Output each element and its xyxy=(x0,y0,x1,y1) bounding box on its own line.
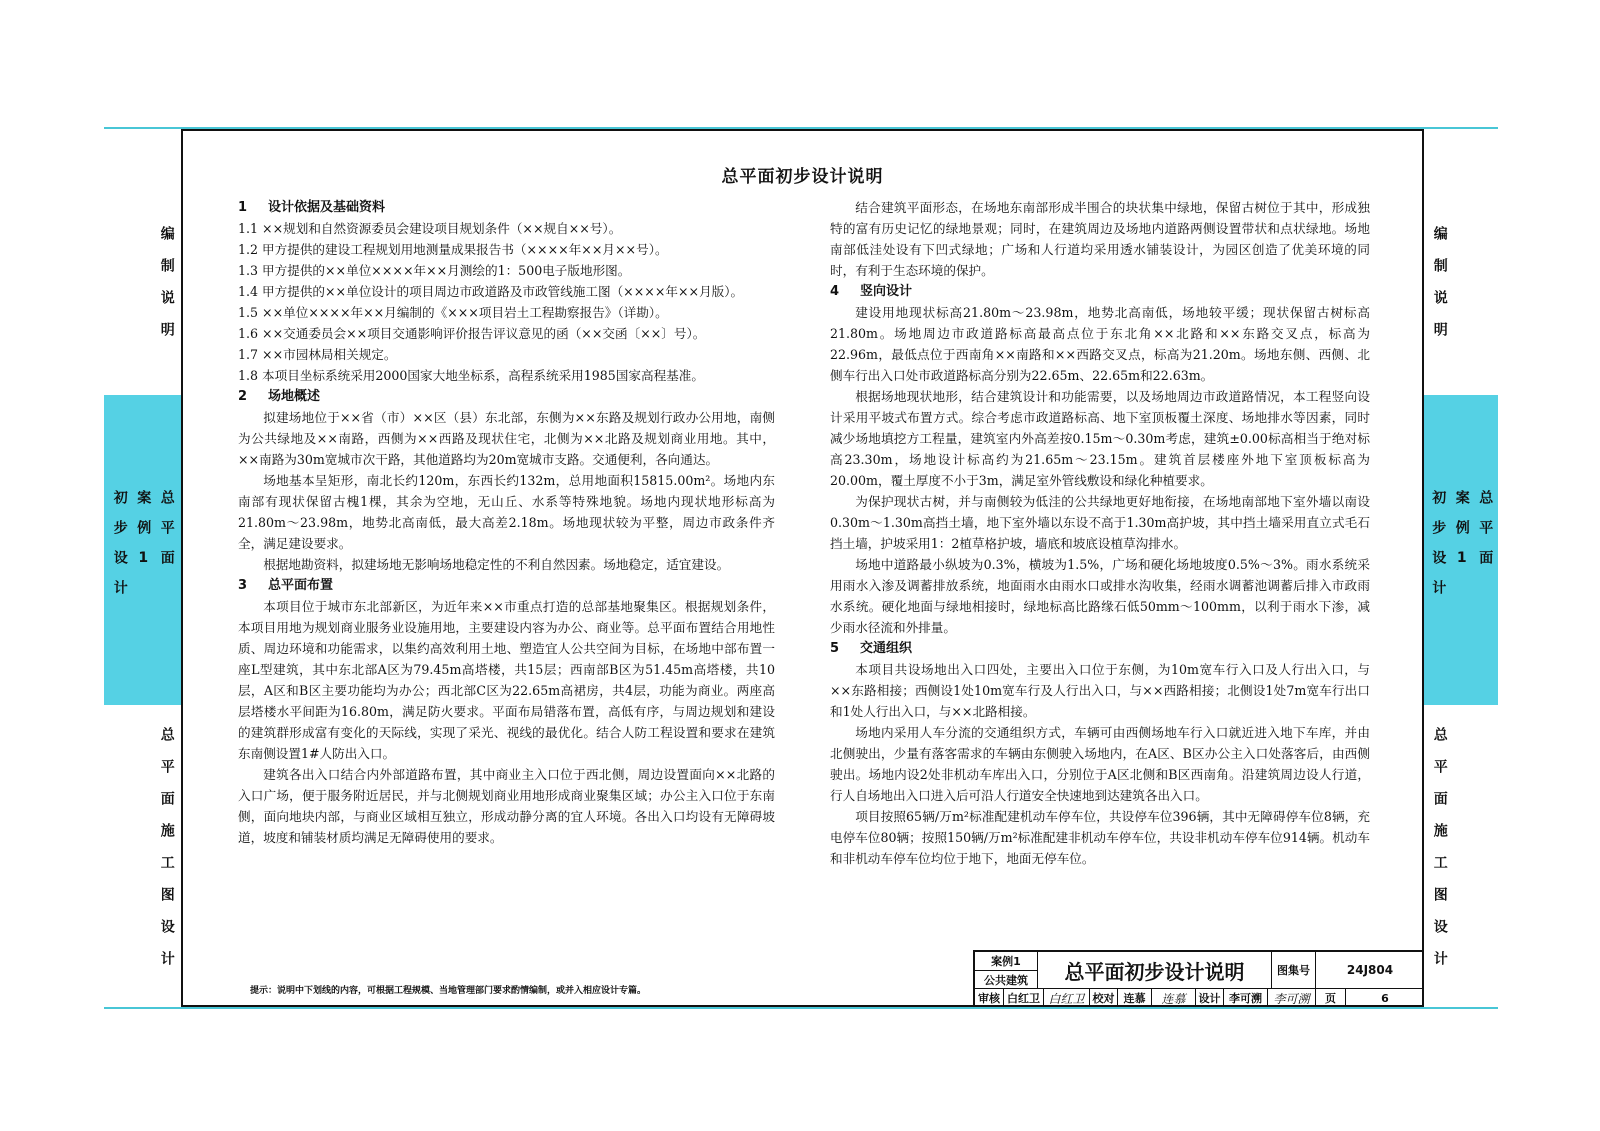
bottom-guide-line xyxy=(104,1007,1498,1009)
paragraph: 场地基本呈矩形，南北长约120m，东西长约132m，总用地面积15815.00m²。场地内东南部有现状保留古槐1棵，其余为空地，无山丘、水系等特殊地貌。场地内现状地形标高为21.80m～23.98m，地势北高南低，最大高差2.18m。场地现状较为平整，周边市政条件齐全，满足建设要求。 xyxy=(238,473,775,551)
design-name: 李可溯 xyxy=(1223,988,1267,1007)
paragraph: 为保护现状古树，并与南侧较为低洼的公共绿地更好地衔接，在场地南部地下室外墙以南设0.30m～1.30m高挡土墙，地下室外墙以东设不高于1.30m高护坡，其中挡土墙采用直立式毛石挡土墙，护坡采用1：2植草格护坡，墙底和坡底设植草沟排水。 xyxy=(830,494,1370,551)
case-label: 案例1 xyxy=(991,955,1021,968)
section-heading-text: 场地概述 xyxy=(268,389,321,404)
left-tab-active-col-b: 案例1 xyxy=(135,490,152,582)
paragraph: 项目按照65辆/万m²标准配建机动车停车位，共设停车位396辆，其中无障碍停车位8辆，充电停车位80辆；按照150辆/万m²标准配建非机动车停车位，共设非机动车停车位914辆。机动车和非机动车停车位均位于地下，地面无停车位。 xyxy=(830,809,1370,866)
paragraph: 拟建场地位于××省（市）××区（县）东北部，东侧为××东路及规划行政办公用地，南侧为公共绿地及××南路，西侧为××西路及现状住宅，北侧为××北路及规划商业用地。其中，××南路为30m宽城市次干路，其他道路均为20m宽城市支路。交通便利，各向通达。 xyxy=(238,410,775,467)
atlas-number: 24J804 xyxy=(1315,952,1424,988)
right-tab-active-col-b: 案例1 xyxy=(1453,490,1470,582)
atlas-label: 图集号 xyxy=(1271,952,1315,988)
list-item: 1.1 ××规划和自然资源委员会建设项目规划条件（××规自××号）。 xyxy=(238,221,622,236)
section-heading-text: 设计依据及基础资料 xyxy=(268,200,386,215)
case-type: 公共建筑 xyxy=(975,970,1037,988)
section-heading xyxy=(830,281,1370,302)
paragraph: 结合建筑平面形态，在场地东南部形成半围合的块状集中绿地，保留古树位于其中，形成独特的富有历史记忆的绿地景观；同时，在建筑周边及场地内道路两侧设置带状和点状绿地。场地南部低洼处设有下凹式绿地；广场和人行道均采用透水铺装设计，为园区创造了优美环境的同时，有利于生态环境的保护。 xyxy=(830,200,1370,278)
right-tab-top-label: 编制说明 xyxy=(1431,226,1448,354)
footnote: 提示：说明中下划线的内容，可根据工程规模、当地管理部门要求酌情编制，或并入相应设计专篇。 xyxy=(250,986,647,996)
paragraph: 场地内采用人车分流的交通组织方式，车辆可由西侧场地车行入口就近进入地下车库，并由北侧驶出，少量有落客需求的车辆由东侧驶入场地内，在A区、B区办公主入口处落客后，由西侧驶出。场地内设2处非机动车库出入口，分别位于A区北侧和B区西南角。沿建筑周边设人行道，行人自场地出入口进入后可沿人行道安全快速地到达建筑各出入口。 xyxy=(830,725,1370,803)
right-tab-active-col-c: 初步设计 xyxy=(1430,490,1447,610)
paragraph: 本项目位于城市东北部新区，为近年来××市重点打造的总部基地聚集区。根据规划条件，本项目用地为规划商业服务业设施用地，主要建设内容为办公、商业等。总平面布置结合用地性质、周边环境和功能需求，以集约高效利用土地、塑造宜人公共空间为目标，在场地中部布置一座L型建筑，其中东北部A区为79.45m高塔楼，共15层；西南部B区为51.45m高塔楼，共10层，A区和B区主要功能均为办公；西北部C区为22.65m高裙房，共4层，功能为商业。两座高层塔楼水平间距为16.80m，满足防火要求。平面布局错落布置，高低有序，与周边规划和建设的建筑群形成富有变化的天际线，实现了采光、视线的最优化。结合人防工程设置和要求在建筑东南侧设置1#人防出入口。 xyxy=(238,599,775,761)
design-signature: 李可溯 xyxy=(1267,988,1315,1007)
list-item: 1.4 甲方提供的××单位设计的项目周边市政道路及市政管线施工图（××××年××月版）。 xyxy=(238,284,744,299)
section-heading-text: 竖向设计 xyxy=(860,284,913,299)
left-tab-bottom-label: 总平面施工图设计 xyxy=(158,727,175,983)
paragraph: 场地中道路最小纵坡为0.3%，横坡为1.5%，广场和硬化场地坡度0.5%～3%。雨水系统采用雨水入渗及调蓄排放系统，地面雨水由雨水口或排水沟收集，经雨水调蓄池调蓄后排入市政雨水系统。硬化地面与绿地相接时，绿地标高比路缘石低50mm～100mm，以利于雨水下渗，减少雨水径流和外排量。 xyxy=(830,557,1370,635)
left-tab-active-col-c: 初步设计 xyxy=(111,490,128,610)
list-item: 1.2 甲方提供的建设工程规划用地测量成果报告书（××××年××月××号）。 xyxy=(238,242,668,257)
list-item: 1.5 ××单位××××年××月编制的《×××项目岩土工程勘察报告》（详勘）。 xyxy=(238,305,668,320)
page-number: 6 xyxy=(1345,988,1424,1007)
paragraph: 根据场地现状地形，结合建筑设计和功能需要，以及场地周边市政道路情况，本工程竖向设计采用平坡式布置方式。综合考虑市政道路标高、地下室顶板覆土深度、场地排水等因素，同时减少场地填挖方工程量，建筑室内外高差按0.15m～0.30m考虑，建筑±0.00标高相当于绝对标高23.30m，场地设计标高约为21.65m～23.15m。建筑首层楼座外地下室顶板标高为20.00m，覆土厚度不小于3m，满足室外管线敷设和绿化种植要求。 xyxy=(830,389,1370,488)
right-tab-active-col-a: 总平面 xyxy=(1477,490,1494,580)
section-heading-text: 总平面布置 xyxy=(268,578,334,593)
left-tab-top-label: 编制说明 xyxy=(158,226,175,354)
section-heading xyxy=(830,638,1370,659)
left-tab-active-col-a: 总平面 xyxy=(158,490,175,580)
section-heading xyxy=(238,575,775,596)
list-item: 1.3 甲方提供的××单位××××年××月测绘的1：500电子版地形图。 xyxy=(238,263,631,278)
section-number: 1 xyxy=(238,200,248,215)
paragraph: 本项目共设场地出入口四处，主要出入口位于东侧，为10m宽车行入口及人行出入口，与××东路相接；西侧设1处10m宽车行及人行出入口，与××西路相接；北侧设1处7m宽车行出口和1处人行出入口，与××北路相接。 xyxy=(830,662,1370,719)
section-heading-text: 交通组织 xyxy=(860,641,913,656)
page-title: 总平面初步设计说明 xyxy=(721,167,884,187)
right-tab-active[interactable] xyxy=(1424,395,1498,705)
check-label: 校对 xyxy=(1089,988,1117,1007)
list-item: 1.7 ××市园林局相关规定。 xyxy=(238,347,397,362)
check-name: 连慕 xyxy=(1117,988,1151,1007)
list-item: 1.6 ××交通委员会××项目交通影响评价报告评议意见的函（××交函〔××〕号）。 xyxy=(238,326,706,341)
right-tab-bottom-label: 总平面施工图设计 xyxy=(1431,727,1448,983)
left-text-column xyxy=(238,197,775,848)
title-block xyxy=(973,950,1424,1007)
review-name: 白红卫 xyxy=(1003,988,1043,1007)
design-label: 设计 xyxy=(1195,988,1223,1007)
review-signature: 白红卫 xyxy=(1043,988,1089,1007)
paragraph: 建设用地现状标高21.80m～23.98m，地势北高南低，场地较平缓；现状保留古树标高21.80m。场地周边市政道路标高最高点位于东北角××北路和××东路交叉点，标高为22.96m，最低点位于西南角××南路和××西路交叉点，标高为21.20m。场地东侧、西侧、北侧车行出入口处市政道路标高分别为22.65m、22.65m和22.63m。 xyxy=(830,305,1370,383)
paragraph: 根据地勘资料，拟建场地无影响场地稳定性的不利自然因素。场地稳定，适宜建设。 xyxy=(263,557,730,572)
left-tab-active[interactable] xyxy=(104,395,181,705)
section-number: 3 xyxy=(238,578,248,593)
section-number: 2 xyxy=(238,389,248,404)
sheet-title: 总平面初步设计说明 xyxy=(1037,952,1271,988)
list-item: 1.8 本项目坐标系统采用2000国家大地坐标系，高程系统采用1985国家高程基准。 xyxy=(238,368,704,383)
paragraph: 建筑各出入口结合内外部道路布置，其中商业主入口位于西北侧，周边设置面向××北路的入口广场，便于服务附近居民，并与北侧规划商业用地形成商业聚集区域；办公主入口位于东南侧，面向地块内部，与商业区域相互独立，形成动静分离的宜人环境。各出入口均设有无障碍坡道，坡度和铺装材质均满足无障碍使用的要求。 xyxy=(238,767,775,845)
right-text-column xyxy=(830,197,1370,869)
check-signature: 连慕 xyxy=(1151,988,1195,1007)
page-label: 页 xyxy=(1315,988,1345,1007)
section-heading xyxy=(238,386,775,407)
review-label: 审核 xyxy=(975,988,1003,1007)
section-number: 5 xyxy=(830,641,840,656)
section-heading xyxy=(238,197,775,218)
section-number: 4 xyxy=(830,284,840,299)
